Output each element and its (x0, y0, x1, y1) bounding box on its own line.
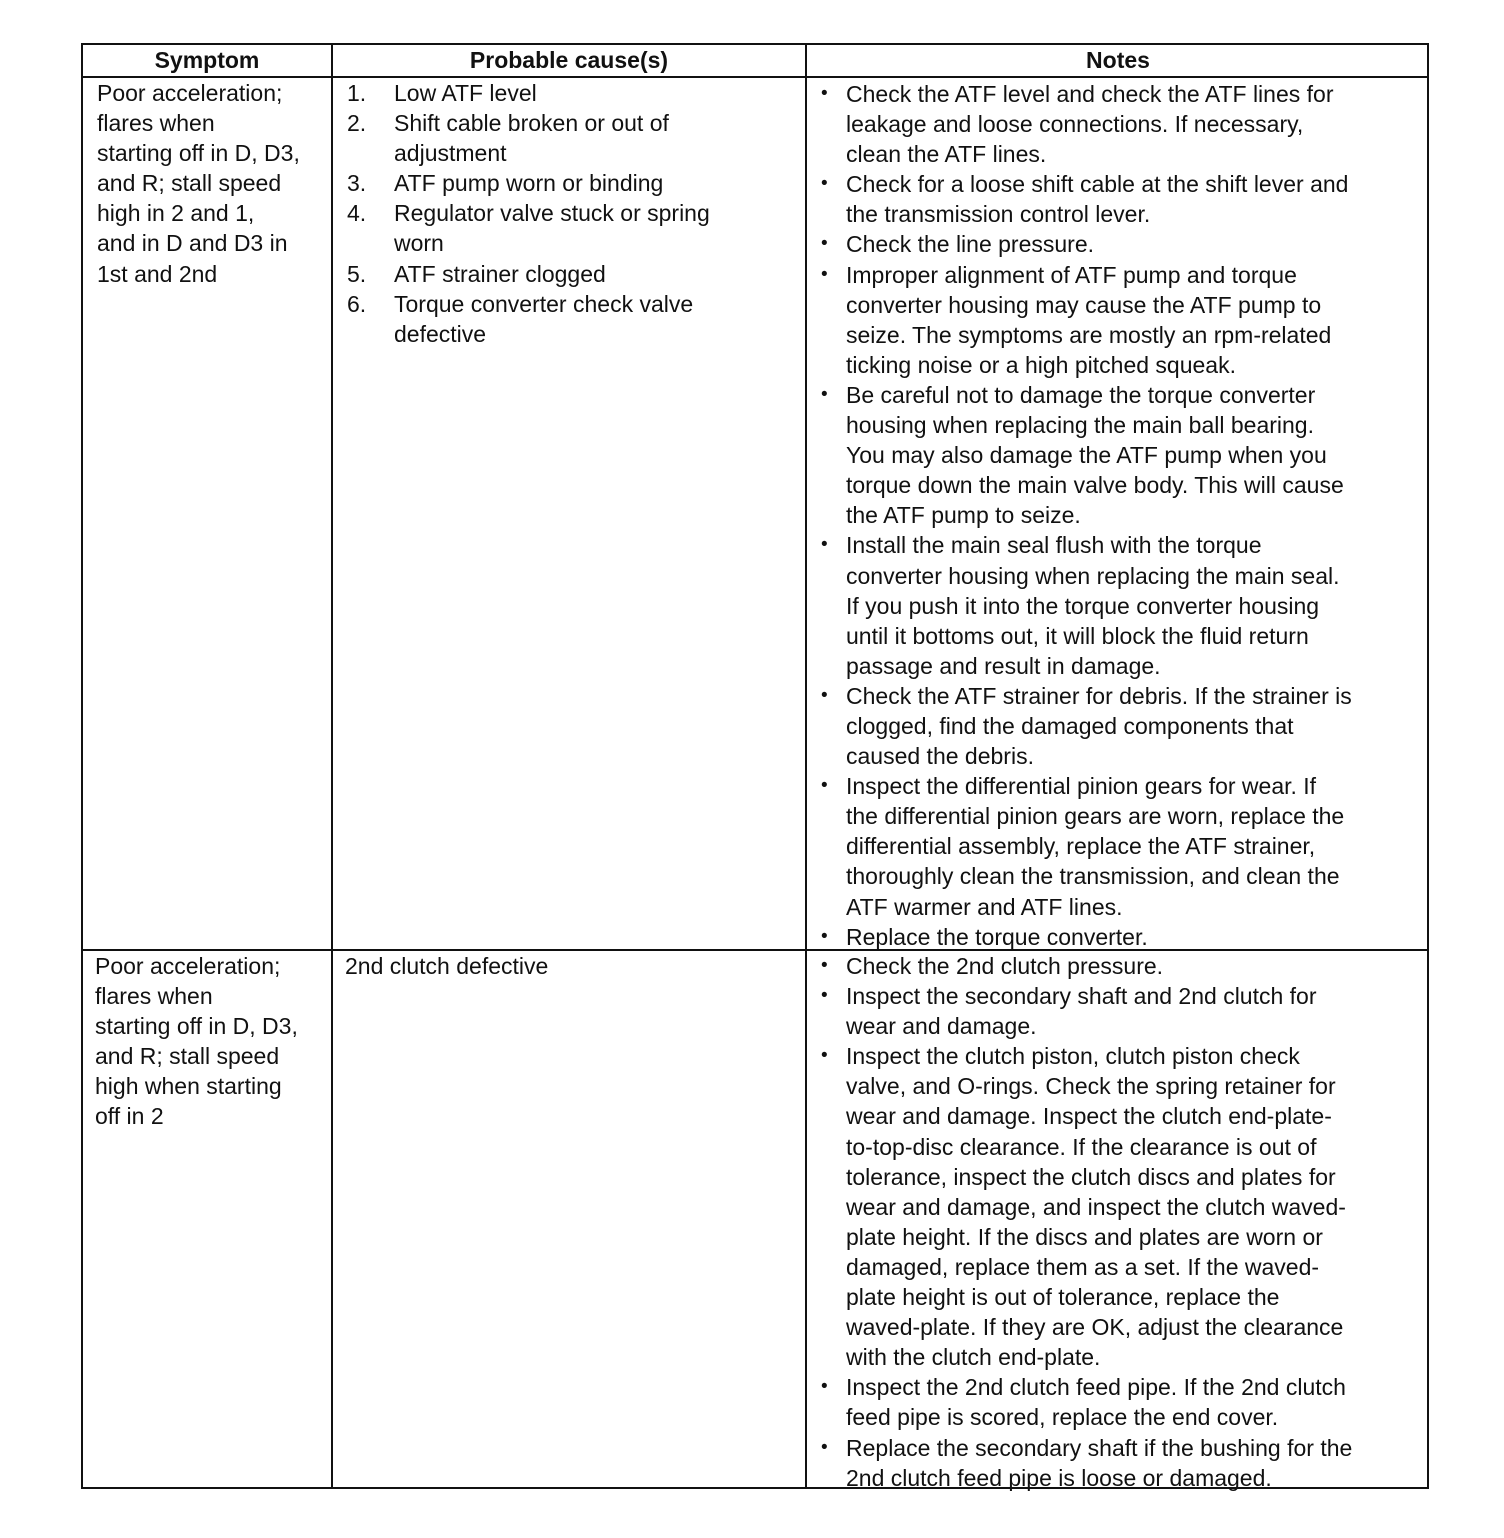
symptom-line: Poor acceleration; (97, 80, 283, 106)
cause-item (347, 78, 803, 108)
cause-text (347, 198, 803, 258)
cause-line: Shift cable broken or out of (394, 110, 669, 137)
note-line: Check the ATF level and check the ATF lines for (846, 81, 1334, 107)
note-line: Check the ATF strainer for debris. If the strainer is (846, 682, 1352, 709)
note-line: waved-plate. If they are OK, adjust the clearance (846, 1314, 1344, 1341)
note-line: converter housing when replacing the main seal. (846, 562, 1340, 589)
note-line: ATF warmer and ATF lines. (846, 893, 1123, 920)
note-line: tolerance, inspect the clutch discs and plates for (846, 1163, 1336, 1190)
note-text (821, 922, 1427, 952)
bullet-icon: • (821, 534, 828, 556)
note-item (821, 169, 1427, 229)
note-line: Inspect the secondary shaft and 2nd clutch for (846, 983, 1317, 1010)
note-item (821, 380, 1427, 530)
bullet-icon: • (821, 173, 828, 195)
note-text (821, 1372, 1427, 1432)
note-item (821, 771, 1427, 921)
note-line: Replace the torque converter. (846, 923, 1148, 950)
note-line: clogged, find the damaged components that (846, 712, 1294, 739)
note-line: until it bottoms out, it will block the fluid return (846, 622, 1309, 649)
note-line: seize. The symptoms are mostly an rpm-related (846, 321, 1332, 348)
note-line: damaged, replace them as a set. If the waved- (846, 1253, 1320, 1280)
note-item (821, 1041, 1427, 1372)
note-line: plate height is out of tolerance, replace the (846, 1284, 1280, 1311)
cause-number: 2. (347, 110, 367, 137)
note-text (821, 951, 1427, 981)
symptom-line: off in 2 (95, 1103, 164, 1130)
cause-number: 5. (347, 260, 367, 287)
bullet-icon: • (821, 684, 828, 706)
cause-text (347, 168, 803, 198)
note-line: plate height. If the discs and plates are worn or (846, 1223, 1323, 1250)
symptom-line: Poor acceleration; (95, 953, 281, 979)
note-line: Inspect the differential pinion gears for wear. If (846, 773, 1317, 800)
bullet-icon: • (821, 263, 828, 285)
note-line: Inspect the clutch piston, clutch piston check (846, 1043, 1300, 1070)
bullet-icon: • (821, 925, 828, 947)
cause-line: Low ATF level (394, 80, 537, 106)
note-item (821, 79, 1427, 169)
note-line: with the clutch end-plate. (846, 1344, 1101, 1371)
column-divider (331, 45, 333, 1487)
cause-number: 4. (347, 200, 367, 227)
symptom-line: and in D and D3 in (97, 230, 288, 257)
note-line: leakage and loose connections. If necessary, (846, 111, 1304, 138)
bullet-icon: • (821, 383, 828, 405)
cause-text: 2nd clutch defective (345, 953, 549, 979)
bullet-icon: • (821, 233, 828, 255)
note-item (821, 951, 1427, 981)
note-line: to-top-disc clearance. If the clearance is out of (846, 1133, 1317, 1160)
cause-item (347, 198, 803, 258)
note-line: caused the debris. (846, 743, 1034, 770)
note-text (821, 771, 1427, 921)
note-item (821, 1433, 1427, 1493)
cause-line: Torque converter check valve (394, 290, 694, 317)
note-line: You may also damage the ATF pump when you (846, 442, 1327, 469)
note-text (821, 229, 1427, 259)
bullet-icon: • (821, 985, 828, 1007)
symptom-cell (95, 951, 329, 1132)
bullet-icon: • (821, 955, 828, 976)
note-line: wear and damage. (846, 1013, 1037, 1040)
symptom-line: and R; stall speed (95, 1043, 280, 1070)
cause-number: 3. (347, 170, 367, 197)
troubleshooting-table (81, 43, 1429, 1489)
symptom-line: starting off in D, D3, (95, 1013, 298, 1040)
note-line: Improper alignment of ATF pump and torque (846, 261, 1297, 288)
note-item (821, 530, 1427, 680)
note-line: Inspect the 2nd clutch feed pipe. If the 2nd clutch (846, 1374, 1346, 1401)
note-line: Check for a loose shift cable at the shift lever and (846, 171, 1349, 198)
note-item (821, 1372, 1427, 1432)
probable-causes-cell (345, 951, 803, 981)
note-text (821, 1041, 1427, 1372)
note-line: passage and result in damage. (846, 652, 1161, 679)
note-line: feed pipe is scored, replace the end cover. (846, 1404, 1279, 1431)
symptom-line: high when starting (95, 1073, 282, 1100)
probable-causes-cell (347, 78, 803, 349)
note-item (821, 681, 1427, 771)
column-divider (805, 45, 807, 1487)
symptom-line: flares when (97, 110, 215, 137)
note-item (821, 922, 1427, 952)
note-text (821, 1433, 1427, 1493)
note-item (821, 229, 1427, 259)
header-probable-causes: Probable cause(s) (469, 47, 669, 73)
note-line: valve, and O-rings. Check the spring retainer for (846, 1073, 1336, 1100)
note-text (821, 79, 1427, 169)
note-line: differential assembly, replace the ATF strainer, (846, 833, 1316, 860)
cause-line: worn (394, 230, 444, 257)
note-line: ticking noise or a high pitched squeak. (846, 351, 1236, 378)
symptom-line: and R; stall speed (97, 170, 282, 197)
cause-line: adjustment (394, 140, 507, 167)
note-text (821, 260, 1427, 380)
bullet-icon: • (821, 1045, 828, 1067)
cause-item (347, 108, 803, 168)
header-symptom: Symptom (154, 47, 260, 73)
note-line: thoroughly clean the transmission, and clean the (846, 863, 1340, 890)
note-line: Install the main seal flush with the torque (846, 532, 1262, 559)
note-line: Check the 2nd clutch pressure. (846, 953, 1164, 979)
note-item (821, 260, 1427, 380)
cause-text (347, 259, 803, 289)
symptom-cell (97, 78, 329, 289)
note-text (821, 169, 1427, 229)
note-line: clean the ATF lines. (846, 141, 1047, 168)
note-line: the ATF pump to seize. (846, 502, 1081, 529)
bullet-icon: • (821, 775, 828, 797)
cause-line: defective (394, 320, 487, 347)
cause-line: ATF strainer clogged (394, 260, 606, 287)
note-line: converter housing may cause the ATF pump to (846, 291, 1322, 318)
cause-text (347, 108, 803, 168)
note-line: 2nd clutch feed pipe is loose or damaged. (846, 1464, 1272, 1491)
cause-line: ATF pump worn or binding (394, 170, 664, 197)
symptom-line: starting off in D, D3, (97, 140, 300, 167)
note-text (821, 530, 1427, 680)
note-text (821, 681, 1427, 771)
cause-text (347, 78, 803, 108)
bullet-icon: • (821, 1376, 828, 1398)
notes-cell (821, 79, 1427, 952)
bullet-icon: • (821, 1436, 828, 1458)
symptom-line: high in 2 and 1, (97, 200, 255, 227)
note-line: the transmission control lever. (846, 201, 1151, 228)
cause-text (347, 289, 803, 349)
note-line: the differential pinion gears are worn, replace the (846, 803, 1345, 830)
cause-number: 6. (347, 290, 367, 317)
cause-item (347, 259, 803, 289)
notes-cell (821, 951, 1427, 1493)
symptom-line: flares when (95, 983, 213, 1010)
note-text (821, 380, 1427, 530)
note-line: Check the line pressure. (846, 231, 1095, 258)
note-line: torque down the main valve body. This will cause (846, 472, 1344, 499)
note-line: If you push it into the torque converter housing (846, 592, 1320, 619)
bullet-icon: • (821, 83, 828, 104)
note-text (821, 981, 1427, 1041)
note-line: wear and damage. Inspect the clutch end-plate- (846, 1103, 1332, 1130)
note-line: wear and damage, and inspect the clutch waved- (846, 1193, 1346, 1220)
cause-item (347, 289, 803, 349)
note-line: housing when replacing the main ball bearing. (846, 412, 1314, 439)
cause-line: Regulator valve stuck or spring (394, 200, 710, 227)
note-line: Be careful not to damage the torque converter (846, 381, 1316, 408)
note-item (821, 981, 1427, 1041)
header-notes: Notes (1086, 47, 1150, 73)
cause-number: 1. (347, 80, 367, 106)
symptom-line: 1st and 2nd (97, 260, 218, 287)
cause-item (347, 168, 803, 198)
note-line: Replace the secondary shaft if the bushing for the (846, 1434, 1353, 1461)
